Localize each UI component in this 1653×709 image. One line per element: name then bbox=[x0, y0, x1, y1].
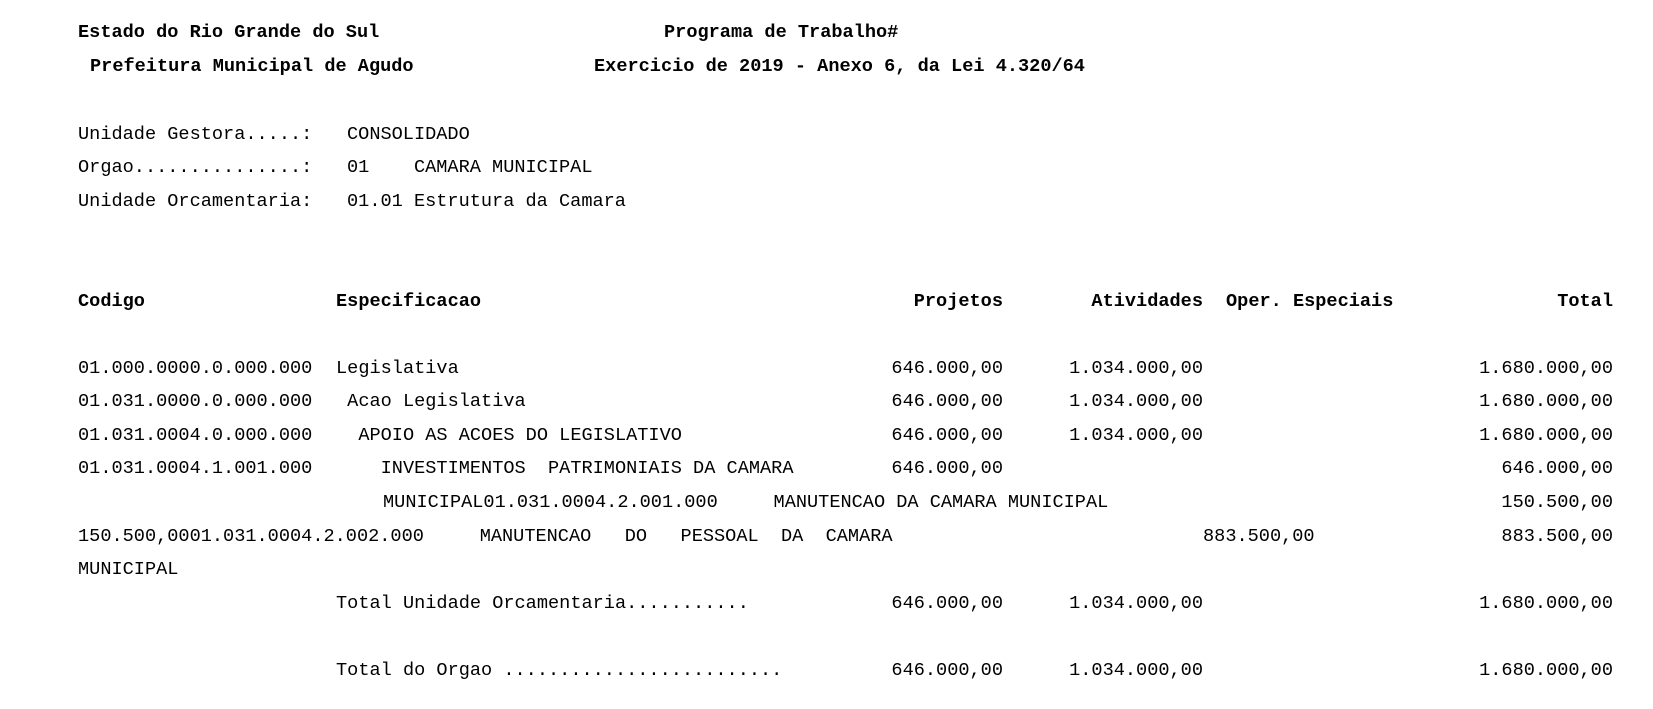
row-projetos: 646.000,00 bbox=[891, 458, 1003, 479]
program-title: Programa de Trabalho# bbox=[664, 22, 899, 43]
total-unidade-projetos: 646.000,00 bbox=[891, 593, 1003, 614]
column-header-projetos: Projetos bbox=[913, 291, 1003, 312]
row-codigo: 01.031.0004.1.001.000 bbox=[78, 458, 313, 479]
column-header-oper-especiais: Oper. Especiais bbox=[1226, 291, 1394, 312]
row-projetos: 646.000,00 bbox=[891, 425, 1003, 446]
total-orgao-total: 1.680.000,00 bbox=[1479, 660, 1613, 681]
row-especificacao: Acao Legislativa bbox=[336, 391, 526, 412]
row-wrapped-total: 883.500,00 bbox=[1501, 526, 1613, 547]
row-total: 646.000,00 bbox=[1501, 458, 1613, 479]
row-wrapped-text: MUNICIPAL01.031.0004.2.001.000 MANUTENCAO DA CAMARA MUNICIPAL bbox=[383, 492, 1109, 513]
column-header-codigo: Codigo bbox=[78, 291, 145, 312]
total-unidade-total: 1.680.000,00 bbox=[1479, 593, 1613, 614]
row-wrapped-oper-especiais: 883.500,00 bbox=[1203, 526, 1315, 547]
row-atividades: 1.034.000,00 bbox=[1069, 425, 1203, 446]
unidade-gestora-value: CONSOLIDADO bbox=[347, 124, 470, 145]
unidade-orcamentaria-value: 01.01 Estrutura da Camara bbox=[347, 191, 626, 212]
city-hall-title: Prefeitura Municipal de Agudo bbox=[90, 56, 414, 77]
row-total: 1.680.000,00 bbox=[1479, 425, 1613, 446]
row-especificacao: APOIO AS ACOES DO LEGISLATIVO bbox=[336, 425, 682, 446]
row-codigo: 01.000.0000.0.000.000 bbox=[78, 358, 313, 379]
orgao-label: Orgao...............: bbox=[78, 157, 313, 178]
total-unidade-atividades: 1.034.000,00 bbox=[1069, 593, 1203, 614]
row-projetos: 646.000,00 bbox=[891, 358, 1003, 379]
row-wrapped-total: 150.500,00 bbox=[1501, 492, 1613, 513]
row-especificacao: INVESTIMENTOS PATRIMONIAIS DA CAMARA bbox=[336, 458, 794, 479]
column-header-atividades: Atividades bbox=[1091, 291, 1203, 312]
row-codigo: 01.031.0004.0.000.000 bbox=[78, 425, 313, 446]
row-especificacao: Legislativa bbox=[336, 358, 459, 379]
column-header-total: Total bbox=[1557, 291, 1613, 312]
orgao-value: 01 CAMARA MUNICIPAL bbox=[347, 157, 593, 178]
exercise-title: Exercicio de 2019 - Anexo 6, da Lei 4.320/64 bbox=[594, 56, 1085, 77]
row-codigo: 01.031.0000.0.000.000 bbox=[78, 391, 313, 412]
row-wrapped-text: 150.500,0001.031.0004.2.002.000 MANUTENCAO DO PESSOAL DA CAMARA bbox=[78, 526, 893, 547]
row-atividades: 1.034.000,00 bbox=[1069, 391, 1203, 412]
total-orgao-projetos: 646.000,00 bbox=[891, 660, 1003, 681]
row-projetos: 646.000,00 bbox=[891, 391, 1003, 412]
row-total: 1.680.000,00 bbox=[1479, 391, 1613, 412]
unidade-orcamentaria-label: Unidade Orcamentaria: bbox=[78, 191, 313, 212]
column-header-especificacao: Especificacao bbox=[336, 291, 482, 312]
row-atividades: 1.034.000,00 bbox=[1069, 358, 1203, 379]
row-total: 1.680.000,00 bbox=[1479, 358, 1613, 379]
total-orgao-atividades: 1.034.000,00 bbox=[1069, 660, 1203, 681]
total-unidade-label: Total Unidade Orcamentaria........... bbox=[336, 593, 749, 614]
total-orgao-label: Total do Orgao ......................... bbox=[336, 660, 783, 681]
state-title: Estado do Rio Grande do Sul bbox=[78, 22, 380, 43]
row-wrapped-continuation: MUNICIPAL bbox=[78, 559, 179, 580]
unidade-gestora-label: Unidade Gestora.....: bbox=[78, 124, 313, 145]
